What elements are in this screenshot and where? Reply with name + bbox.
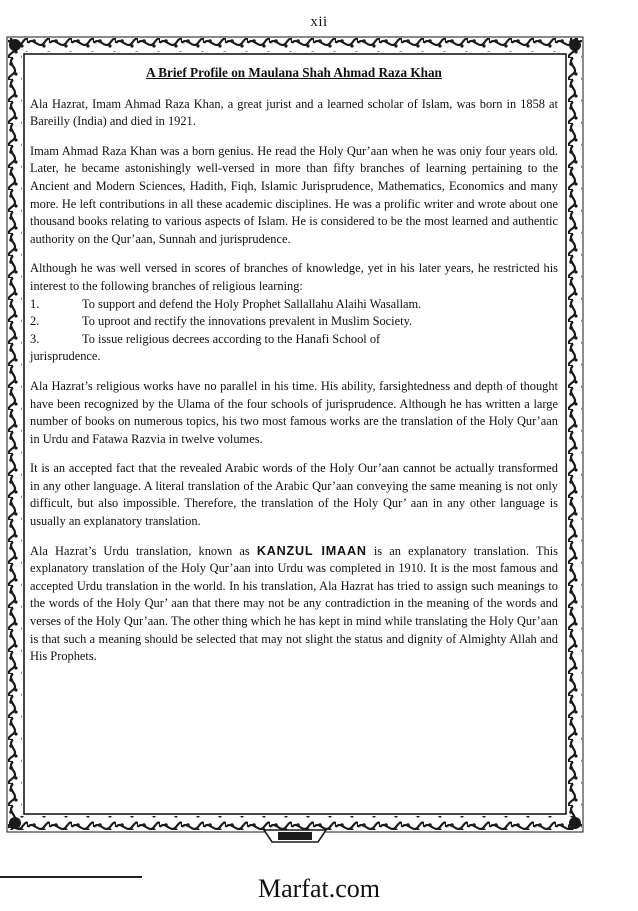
source-watermark: Marfat.com — [257, 874, 380, 903]
list-number: 3. — [30, 331, 40, 346]
branches-list — [30, 296, 558, 366]
paragraph-genius: Imam Ahmad Raza Khan was a born genius. He read the Holy Qur’aan when he was oniy four years old. Later, he became astonishingly well-versed in more than fifty branches of learning pertaining to the Ancient and Modern Sciences, Hadith, Fiqh, Islamic Jurisprudence, Mathematics, Economics and many more. He left contributions in all these academic disciplines. He was a prolific writer and wrote about one thousand books relating to various aspects of Islam. He is considered to be the most learned and authentic authority on the Qur’aan, Sunnah and jurisprudence. — [30, 143, 558, 246]
list-item — [30, 296, 558, 314]
p6-start: Ala Hazrat’s Urdu translation, known as — [30, 543, 257, 558]
p6-rest: is an explanatory translation. This explanatory translation of the Holy Qur’aan into Urdu was completed in 1910. It is the most famous and accepted Urdu translation in the world. In his translation, Ala Hazrat has tried to assign such meanings to the words of the Holy Qur’ aan that there may not be any contradiction in the meaning of the words and verses of the Holy Qur’aan. The other thing which he has kept in mind while translating the Holy Qur’aan is that such a meaning should be selected that may not slight the status and dignity of Almighty Allah and His Prophets. — [30, 543, 558, 664]
paragraph-branches: Although he was well versed in scores of branches of knowledge, yet in his later years, he restricted his interest to the following branches of religious learning: — [30, 261, 558, 293]
ornamental-frame — [6, 36, 584, 844]
article-title: A Brief Profile on Maulana Shah Ahmad Raza Khan — [146, 65, 442, 80]
page-number: xii — [310, 14, 328, 30]
paragraph-works: Ala Hazrat’s religious works have no parallel in his time. His ability, farsightedness and depth of thought have been recognized by the Ulama of the four schools of jurisprudence. Although he has written a large number of books on numerous topics, his two most famous works are the translation of the Holy Qur’aan in Urdu and Fatawa Razvia in twelve volumes. — [30, 378, 558, 446]
paragraph-intro: Ala Hazrat, Imam Ahmad Raza Khan, a great jurist and a learned scholar of Islam, was born in 1858 at Bareilly (India) and died in 1921. — [30, 96, 558, 129]
list-item — [30, 313, 558, 331]
list-number: 2. — [30, 314, 40, 329]
kanzul-imaan-title: KANZUL IMAAN — [256, 543, 367, 558]
list-text: To support and defend the Holy Prophet Sallallahu Alaihi Wasallam. — [82, 296, 422, 311]
article-body — [30, 64, 558, 678]
list-text: To uproot and rectify the innovations prevalent in Muslim Society. — [82, 314, 413, 329]
list-number: 1. — [30, 296, 40, 311]
paragraph-translation-fact: It is an accepted fact that the revealed Arabic words of the Holy Our’aan cannot be actually transformed in any other language. A literal translation of the Arabic Qur’aan conveying the same meaning is not only difficult, but also impossible. Therefore, the translation of the Holy Qur’ aan in any other language is usually an explanatory translation. — [30, 461, 558, 529]
paragraph-kanzul-imaan — [30, 543, 558, 666]
list-text: To issue religious decrees according to the Hanafi School of — [82, 331, 381, 346]
list-item — [30, 331, 558, 349]
list-continuation: jurisprudence. — [30, 349, 101, 364]
